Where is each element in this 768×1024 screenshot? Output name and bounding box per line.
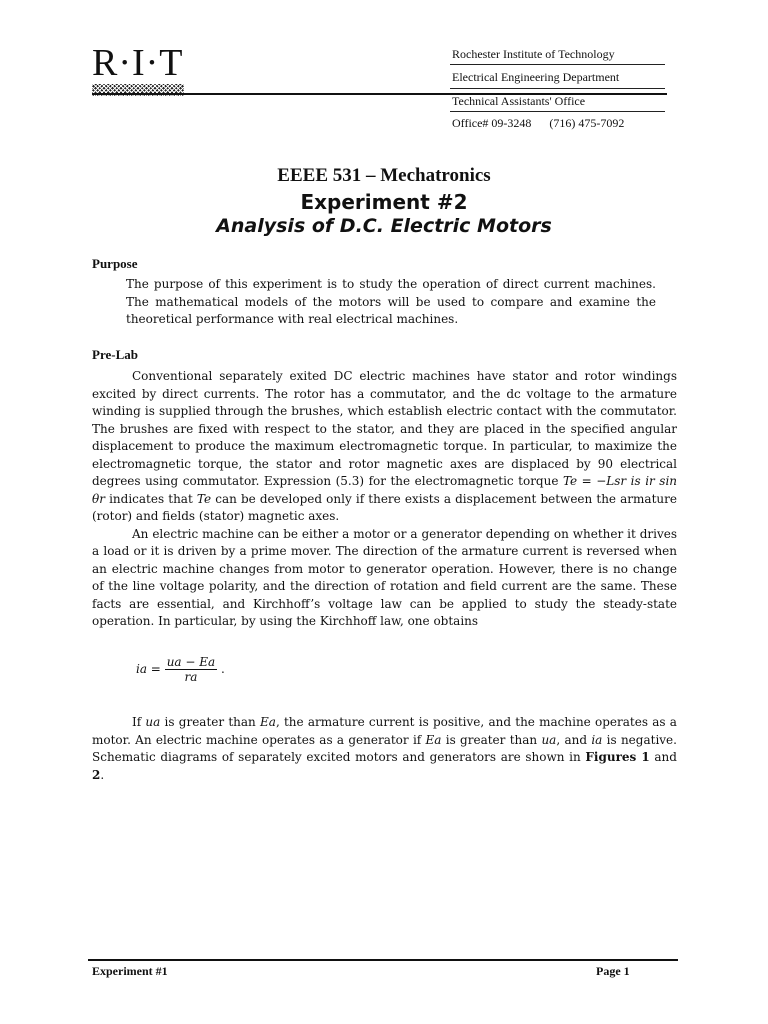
experiment-subtitle: Analysis of D.C. Electric Motors [216, 215, 552, 237]
prelab-paragraph-1 [92, 368, 677, 526]
torque-equation: Te = −Lsr is ir sin θr [92, 474, 678, 506]
header-rule [450, 88, 665, 89]
p1-text-a: Conventional separately exited DC electric machines have stator and rotor windings excited by direct currents. The rotor has a commutator, and the dc voltage to the armature winding is supplied through the brushes, which establish electric contact with the commutator. The brushes are fixed with respect to the stator, and they are placed in the specified angular displacement to produce the maximum electromagnetic torque. In particular, to maximize the electromagnetic torque, the stator and rotor magnetic axes are displaced by 90 electrical degrees using commutator. Expression (5.3) for the electromagnetic torque [92, 369, 677, 488]
prelab-body [92, 368, 677, 631]
p1-text-b: indicates that [109, 491, 193, 506]
equation-period: . [221, 662, 225, 676]
figure-1-ref: Figures 1 [585, 750, 650, 764]
prelab-paragraph-3 [92, 714, 677, 784]
te-symbol: Te [196, 491, 212, 506]
office-contact: Office# 09-3248 (716) 475-7092 [452, 116, 625, 130]
equation-fraction [165, 655, 217, 684]
footer-rule [88, 959, 678, 961]
p1-text-c: can be developed only if there exists a displacement between the armature (rotor) and fields (stator) magnetic axes. [92, 491, 677, 523]
symbol-ea: Ea [260, 715, 276, 729]
p3-text-a: If [132, 715, 142, 729]
rit-logo: R·I·T [92, 42, 184, 84]
figure-2-ref: 2 [92, 767, 101, 782]
experiment-title: Experiment #2 [300, 190, 468, 214]
symbol-ea: Ea [425, 732, 442, 747]
symbol-ia: ia [591, 732, 603, 747]
footer-left: Experiment #1 [92, 964, 168, 978]
symbol-ua: ua [541, 732, 557, 747]
p3-and: and [654, 750, 677, 764]
p3-text-d: is greater than [445, 732, 538, 747]
p3-period: . [100, 767, 105, 782]
header-rule [450, 64, 665, 65]
kirchhoff-equation [136, 655, 225, 684]
p3-text-b: is greater than [164, 715, 256, 729]
purpose-heading: Purpose [92, 256, 138, 271]
course-title: EEEE 531 – Mechatronics [277, 165, 491, 186]
equation-numerator: ua − Ea [166, 655, 216, 669]
prelab-paragraph-2: An electric machine can be either a motor or a generator depending on whether it drives a load or it is driven by a prime mover. The direction of the armature current is reversed when an electric machine changes from motor to generator operation. However, there is no change of the line voltage polarity, and the direction of rotation and field current are the same. These facts are essential, and Kirchhoff’s voltage law can be applied to study the steady-state operation. In particular, by using the Kirchhoff law, one obtains [92, 526, 677, 628]
p3-text-c: , the armature current is positive, and the machine operates as a motor. An electric machine operates as a generator if [92, 715, 677, 747]
header-rule [450, 111, 665, 112]
footer-page-number: Page 1 [596, 964, 630, 978]
p3-text-e: , and [556, 732, 588, 747]
symbol-ua: ua [145, 715, 161, 729]
prelab-heading: Pre-Lab [92, 347, 138, 362]
office-name: Technical Assistants' Office [452, 94, 586, 108]
p3-text-f: is negative. Schematic diagrams of separately excited motors and generators are shown in [92, 732, 677, 764]
equation-lhs: ia = [136, 662, 161, 676]
institution-name: Rochester Institute of Technology [452, 47, 615, 61]
department-name: Electrical Engineering Department [452, 70, 620, 84]
purpose-text [126, 276, 656, 329]
equation-denominator: ra [184, 670, 198, 684]
purpose-paragraph: The purpose of this experiment is to study the operation of direct current machines. The mathematical models of the motors will be used to compare and examine the theoretical performance with real electrical machines. [126, 277, 656, 326]
